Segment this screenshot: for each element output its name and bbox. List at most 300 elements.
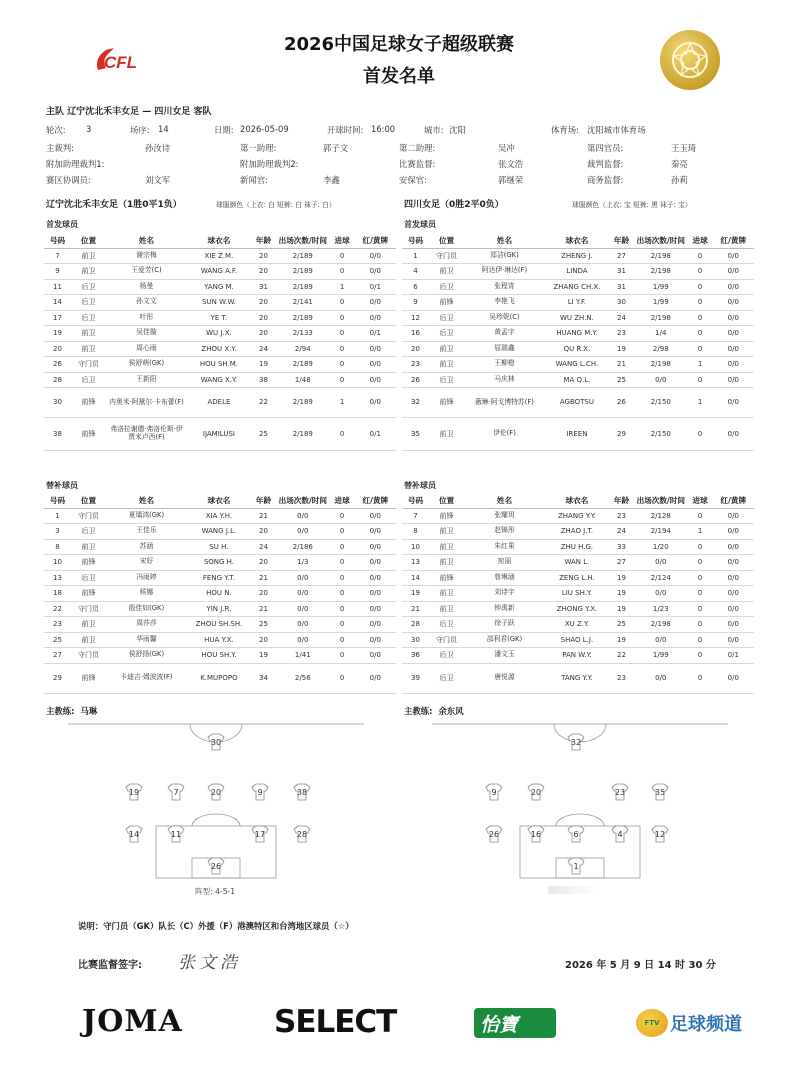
table-cell: 卡迪吉·姆波波(F): [106, 663, 187, 693]
player-shirt-icon: [252, 826, 268, 842]
table-cell: 0/0: [355, 388, 396, 418]
table-cell: TANG Y.Y.: [545, 663, 609, 693]
table-cell: 21: [251, 570, 276, 586]
shirt-number: 19: [128, 788, 140, 797]
table-cell: 宋好: [106, 555, 187, 571]
table-cell: 3: [44, 524, 71, 540]
away-coach-label: 主教练:: [404, 706, 433, 716]
table-cell: 薇琳·阿戈博特苏(F): [464, 388, 545, 418]
table-cell: 0: [688, 663, 713, 693]
table-row: [402, 508, 754, 524]
table-cell: 前卫: [71, 632, 106, 648]
shirt-number: 35: [654, 788, 666, 797]
table-cell: 2/186: [276, 539, 330, 555]
table-cell: 25: [251, 617, 276, 633]
table-cell: 7: [402, 508, 429, 524]
table-cell: HOU N.: [187, 586, 251, 602]
table-cell: 0: [330, 508, 355, 524]
table-cell: 20: [251, 295, 276, 311]
shirt-number: 16: [530, 830, 542, 839]
table-cell: 前卫: [71, 539, 106, 555]
table-cell: SHAO L.J.: [545, 632, 609, 648]
table-cell: 吴佳璇: [106, 326, 187, 342]
table-row: [44, 341, 396, 357]
player-shirt-icon: [652, 826, 668, 842]
shirt-number: 20: [530, 788, 542, 797]
player-shirt-icon: [528, 784, 544, 800]
table-cell: 0: [330, 555, 355, 571]
table-cell: 20: [251, 555, 276, 571]
table-cell: 唐悦源: [464, 663, 545, 693]
table-row: [402, 555, 754, 571]
table-row: [44, 570, 396, 586]
table-cell: 2/189: [276, 264, 330, 280]
table-cell: 0/0: [713, 326, 754, 342]
column-header: 进球: [330, 494, 355, 508]
table-cell: 0/0: [355, 601, 396, 617]
table-cell: WU ZH.N.: [545, 310, 609, 326]
table-row: [44, 648, 396, 664]
table-cell: 30: [609, 295, 634, 311]
table-cell: 后卫: [429, 310, 464, 326]
shirt-number: 28: [296, 830, 308, 839]
ar2-value: 吴冲: [498, 143, 515, 153]
table-row: [402, 357, 754, 373]
table-cell: 后卫: [429, 326, 464, 342]
player-shirt-icon: [568, 858, 584, 874]
table-cell: 前卫: [429, 539, 464, 555]
table-cell: 13: [44, 570, 71, 586]
aar2-label: 附加助理裁判2:: [240, 159, 299, 169]
table-cell: 殷佳如(GK): [106, 601, 187, 617]
table-cell: 20: [251, 248, 276, 264]
table-cell: 20: [251, 632, 276, 648]
table-cell: 35: [402, 418, 429, 451]
table-cell: 守门员: [71, 357, 106, 373]
column-header: 号码: [44, 494, 71, 508]
table-cell: 24: [609, 524, 634, 540]
table-cell: HOU SH.M.: [187, 357, 251, 373]
table-row: [44, 357, 396, 373]
table-cell: 0: [330, 264, 355, 280]
table-row: [44, 418, 396, 451]
table-cell: 0/0: [355, 248, 396, 264]
table-cell: 25: [609, 617, 634, 633]
supervisor-value: 张文浩: [498, 159, 524, 169]
table-cell: 2/141: [276, 295, 330, 311]
signature-label: 比赛监督签字:: [78, 960, 142, 971]
table-cell: 8: [44, 539, 71, 555]
cfl-logo-text: CFL: [104, 53, 138, 72]
table-cell: 27: [609, 248, 634, 264]
table-cell: 0/0: [276, 586, 330, 602]
column-header: 姓名: [106, 234, 187, 248]
table-cell: 前锋: [429, 388, 464, 418]
table-cell: 0/0: [713, 295, 754, 311]
city-value: 沈阳: [449, 125, 466, 135]
table-cell: MA Q.L.: [545, 372, 609, 388]
table-cell: LI Y.F.: [545, 295, 609, 311]
away-team-title: 四川女足（0胜2平0负）: [404, 200, 504, 210]
table-cell: 26: [609, 388, 634, 418]
table-cell: 潘文玉: [464, 648, 545, 664]
table-cell: 前卫: [71, 617, 106, 633]
away-formation-label-blank: [548, 886, 598, 894]
sponsor-joma-logo: JOMA: [82, 1004, 183, 1039]
table-cell: 20: [44, 341, 71, 357]
table-cell: 后卫: [71, 295, 106, 311]
sheet-title: 首发名单: [363, 66, 435, 87]
table-cell: 19: [609, 586, 634, 602]
table-cell: 6: [402, 279, 429, 295]
table-cell: 0: [330, 372, 355, 388]
table-cell: 38: [251, 372, 276, 388]
table-cell: 23: [609, 326, 634, 342]
table-row: [402, 326, 754, 342]
shirt-number: 6: [573, 830, 579, 839]
table-cell: 2/94: [276, 341, 330, 357]
table-cell: HOU SH.Y.: [187, 648, 251, 664]
table-cell: 0/0: [713, 570, 754, 586]
table-cell: 0: [688, 341, 713, 357]
table-cell: 谢宗梅: [106, 248, 187, 264]
table-cell: 前锋: [429, 508, 464, 524]
table-cell: 0: [688, 508, 713, 524]
table-cell: 2/56: [276, 663, 330, 693]
away-coach: [404, 705, 463, 717]
table-cell: HUANG M.Y.: [545, 326, 609, 342]
column-header: 号码: [44, 234, 71, 248]
table-cell: 候娜: [106, 586, 187, 602]
table-cell: 钟禹新: [464, 601, 545, 617]
table-cell: 马庆林: [464, 372, 545, 388]
table-cell: 1/20: [634, 539, 688, 555]
table-row: [44, 508, 396, 524]
commercial-value: 孙莉: [671, 175, 688, 185]
table-cell: YE T.: [187, 310, 251, 326]
table-cell: ZENG L.H.: [545, 570, 609, 586]
table-cell: 1/4: [634, 326, 688, 342]
player-shirt-icon: [568, 826, 584, 842]
column-header: 出场次数/时间: [634, 494, 688, 508]
table-cell: 前卫: [429, 418, 464, 451]
table-cell: 4: [402, 264, 429, 280]
security-value: 郭继荣: [498, 175, 524, 185]
shirt-number: 20: [210, 788, 222, 797]
table-cell: 0: [688, 418, 713, 451]
home-formation-pitch: [66, 722, 366, 880]
table-cell: 前卫: [429, 341, 464, 357]
table-cell: 1: [44, 508, 71, 524]
home-subs-table: [44, 494, 396, 694]
table-cell: 30: [402, 632, 429, 648]
table-cell: 周莎莎: [106, 617, 187, 633]
match-teams-line: 主队 辽宁沈北禾丰女足 — 四川女足 客队: [46, 107, 212, 117]
table-row: [44, 663, 396, 693]
table-cell: 后卫: [429, 663, 464, 693]
table-cell: 21: [402, 601, 429, 617]
column-header: 球衣名: [187, 234, 251, 248]
table-cell: 0/0: [634, 586, 688, 602]
table-cell: 0/0: [276, 508, 330, 524]
table-cell: XU Z.Y.: [545, 617, 609, 633]
table-cell: 0: [688, 264, 713, 280]
table-cell: 25: [44, 632, 71, 648]
table-cell: 9: [44, 264, 71, 280]
table-cell: 守门员: [71, 601, 106, 617]
player-shirt-icon: [612, 784, 628, 800]
table-cell: 23: [609, 663, 634, 693]
ref-supervisor-value: 秦亮: [671, 159, 688, 169]
table-cell: 前卫: [429, 601, 464, 617]
press-value: 李鑫: [323, 175, 340, 185]
column-header: 号码: [402, 234, 429, 248]
table-row: [44, 539, 396, 555]
table-cell: 2/124: [634, 570, 688, 586]
table-cell: HUA Y.X.: [187, 632, 251, 648]
coordinator-value: 刘文军: [145, 175, 171, 185]
kickoff-label: 开球时间:: [327, 125, 364, 135]
match-no-value: 14: [158, 124, 169, 134]
table-cell: 0: [688, 648, 713, 664]
table-cell: 0/0: [355, 586, 396, 602]
table-cell: 0/0: [355, 524, 396, 540]
player-shirt-icon: [528, 826, 544, 842]
table-cell: 0: [688, 279, 713, 295]
table-cell: 0: [688, 586, 713, 602]
table-cell: 后卫: [429, 372, 464, 388]
table-row: [44, 326, 396, 342]
away-kit-colors: 球服颜色（上衣: 宝 短裤: 黑 袜子: 宝）: [572, 201, 692, 209]
table-cell: 0/0: [355, 357, 396, 373]
table-cell: 0/0: [713, 663, 754, 693]
table-cell: 0/0: [355, 372, 396, 388]
table-cell: 1/99: [634, 279, 688, 295]
player-shirt-icon: [294, 784, 310, 800]
table-cell: 20: [251, 326, 276, 342]
table-cell: ZHU H.G.: [545, 539, 609, 555]
ar2-label: 第二助理:: [399, 143, 436, 153]
away-subs-table: [402, 494, 754, 694]
table-cell: 26: [44, 357, 71, 373]
table-cell: 0/0: [713, 279, 754, 295]
table-cell: 2/198: [634, 264, 688, 280]
table-row: [402, 539, 754, 555]
table-row: [402, 586, 754, 602]
player-shirt-icon: [612, 826, 628, 842]
column-header: 红/黄牌: [713, 494, 754, 508]
table-cell: YANG M.: [187, 279, 251, 295]
table-cell: 0/0: [355, 617, 396, 633]
table-cell: 0: [688, 310, 713, 326]
table-row: [44, 555, 396, 571]
player-shirt-icon: [126, 784, 142, 800]
table-cell: 0/0: [713, 264, 754, 280]
penalty-arc: [556, 814, 604, 826]
shirt-number: 38: [296, 788, 308, 797]
table-cell: 25: [609, 372, 634, 388]
table-cell: 19: [609, 341, 634, 357]
ar1-label: 第一助理:: [240, 143, 277, 153]
table-cell: 0: [688, 248, 713, 264]
table-cell: 前锋: [71, 663, 106, 693]
table-cell: 屈瑞鑫: [464, 341, 545, 357]
table-cell: 0/0: [276, 601, 330, 617]
player-shirt-icon: [294, 826, 310, 842]
table-cell: 华雨馨: [106, 632, 187, 648]
table-row: [402, 648, 754, 664]
away-starters-table: [402, 234, 754, 451]
home-coach-name: 马琳: [80, 706, 98, 716]
table-cell: 0/0: [276, 524, 330, 540]
table-cell: 前卫: [71, 341, 106, 357]
table-row: [402, 524, 754, 540]
home-starters-table: [44, 234, 396, 451]
column-header: 球衣名: [545, 234, 609, 248]
table-cell: 31: [251, 279, 276, 295]
city-label: 城市:: [424, 125, 444, 135]
table-cell: 宛丽: [464, 555, 545, 571]
table-cell: FENG Y.T.: [187, 570, 251, 586]
table-cell: 0/0: [713, 310, 754, 326]
table-cell: 王柳橙: [464, 357, 545, 373]
table-cell: 0: [330, 418, 355, 451]
table-cell: 阿达伊·琳达(F): [464, 264, 545, 280]
supervisor-signature: 张文浩: [178, 953, 241, 973]
player-shirt-icon: [168, 826, 184, 842]
table-cell: 1: [688, 388, 713, 418]
table-cell: 23: [402, 357, 429, 373]
fourth-value: 王玉琦: [671, 143, 697, 153]
table-row: [44, 388, 396, 418]
column-header: 红/黄牌: [355, 234, 396, 248]
table-cell: 1/99: [634, 295, 688, 311]
table-cell: 1/3: [276, 555, 330, 571]
table-cell: 21: [251, 508, 276, 524]
fourth-label: 第四官员:: [587, 143, 624, 153]
table-cell: 38: [44, 418, 71, 451]
column-header: 位置: [71, 494, 106, 508]
table-cell: 0: [688, 555, 713, 571]
table-cell: 前锋: [429, 295, 464, 311]
table-cell: 冯雨婷: [106, 570, 187, 586]
table-cell: 0: [330, 326, 355, 342]
home-kit-colors: 球服颜色（上衣: 白 短裤: 白 袜子: 白）: [216, 201, 336, 209]
shirt-number: 11: [170, 830, 182, 839]
away-subs-label: 替补球员: [404, 481, 436, 490]
table-cell: 1/41: [276, 648, 330, 664]
kickoff-value: 16:00: [371, 124, 396, 134]
table-row: [402, 264, 754, 280]
table-cell: 31: [609, 279, 634, 295]
player-shirt-icon: [252, 784, 268, 800]
table-cell: 20: [402, 341, 429, 357]
table-row: [402, 388, 754, 418]
table-cell: 34: [251, 663, 276, 693]
table-cell: LIU SH.Y.: [545, 586, 609, 602]
table-cell: 13: [402, 555, 429, 571]
table-cell: 1: [330, 279, 355, 295]
table-cell: XIA Y.H.: [187, 508, 251, 524]
table-cell: 守门员: [429, 632, 464, 648]
shirt-number: 4: [617, 830, 623, 839]
table-cell: 0/0: [713, 248, 754, 264]
table-cell: 0/0: [634, 632, 688, 648]
sponsor-select-logo: SELECT: [274, 1004, 397, 1040]
player-shirt-icon: [208, 858, 224, 874]
table-cell: 前锋: [71, 418, 106, 451]
ref-supervisor-label: 裁判监督:: [587, 159, 624, 169]
table-cell: 周心雨: [106, 341, 187, 357]
security-label: 安保官:: [399, 175, 427, 185]
referee-value: 孙汝诗: [145, 143, 171, 153]
ftv-icon: FTV: [636, 1009, 668, 1037]
table-cell: 0/1: [355, 326, 396, 342]
sponsor-ftv-logo: 足球频道: [670, 1014, 742, 1035]
table-row: [402, 248, 754, 264]
table-cell: 后卫: [429, 617, 464, 633]
table-row: [44, 601, 396, 617]
shirt-number: 26: [488, 830, 500, 839]
table-cell: PAN W.Y.: [545, 648, 609, 664]
table-cell: 0/1: [355, 418, 396, 451]
away-formation-pitch: [430, 722, 730, 880]
shirt-number: 7: [173, 788, 179, 797]
table-cell: 守门员: [71, 648, 106, 664]
table-cell: 0: [330, 539, 355, 555]
table-cell: 25: [251, 418, 276, 451]
table-cell: 2/194: [634, 524, 688, 540]
table-cell: ZHOU X.Y.: [187, 341, 251, 357]
table-cell: LINDA: [545, 264, 609, 280]
shirt-number: 32: [570, 738, 582, 747]
table-cell: 11: [44, 279, 71, 295]
table-cell: 20: [251, 310, 276, 326]
shirt-number: 23: [614, 788, 626, 797]
table-row: [402, 601, 754, 617]
table-cell: 0/0: [276, 632, 330, 648]
home-team-title: 辽宁沈北禾丰女足（1胜0平1负）: [46, 200, 182, 210]
table-cell: 侯舒萌(GK): [106, 357, 187, 373]
home-formation-label: 阵型: 4-5-1: [195, 887, 236, 896]
player-shirt-icon: [126, 826, 142, 842]
column-header: 年龄: [251, 234, 276, 248]
table-cell: 0: [688, 601, 713, 617]
table-row: [44, 279, 396, 295]
table-cell: 后卫: [71, 570, 106, 586]
table-row: [402, 279, 754, 295]
table-cell: 0/0: [713, 555, 754, 571]
table-cell: 0/0: [355, 648, 396, 664]
table-cell: 2/198: [634, 617, 688, 633]
table-cell: 0/0: [713, 524, 754, 540]
table-cell: 28: [402, 617, 429, 633]
table-cell: 20: [251, 586, 276, 602]
table-cell: 王新阳: [106, 372, 187, 388]
table-cell: 0/0: [713, 341, 754, 357]
column-header: 球衣名: [545, 494, 609, 508]
table-cell: 0: [330, 295, 355, 311]
player-shirt-icon: [168, 784, 184, 800]
press-label: 新闻官:: [240, 175, 268, 185]
table-cell: 31: [609, 264, 634, 280]
table-cell: ADELE: [187, 388, 251, 418]
away-coach-name: 余东风: [438, 706, 464, 716]
table-cell: 侯舒扬(GK): [106, 648, 187, 664]
table-cell: 20: [251, 524, 276, 540]
column-header: 位置: [429, 494, 464, 508]
table-row: [44, 310, 396, 326]
